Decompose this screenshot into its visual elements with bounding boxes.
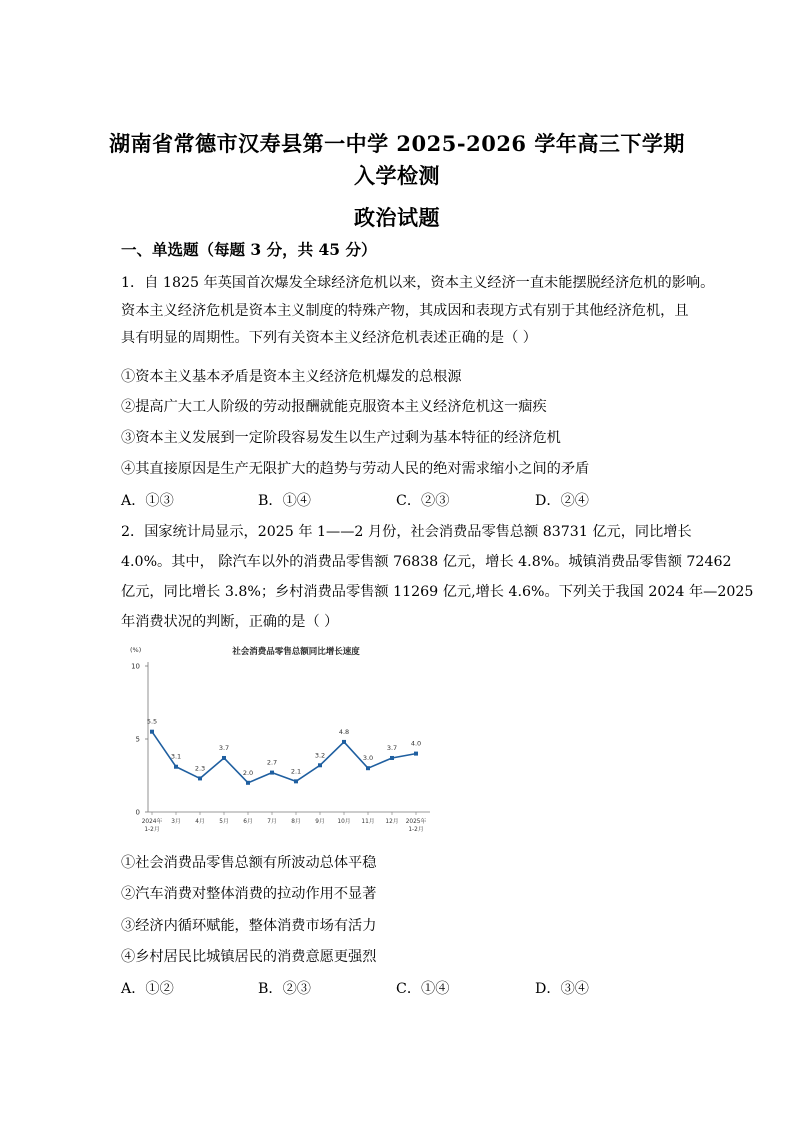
data-value-label: 4.0 [410,739,422,748]
q2-item: ①社会消费品零售总额有所波动总体平稳 [121,855,377,871]
y-tick-label: 0 [135,808,140,817]
x-tick-label: 8月 [291,819,301,825]
data-value-label: 2.7 [266,758,278,767]
x-tick-label: 5月 [219,819,229,825]
chart-title: 社会消费品零售总额同比增长速度 [232,647,360,657]
q1-stem-line: 具有明显的周期性。下列有关资本主义经济危机表述正确的是（ ） [121,330,537,346]
x-tick-label: 2025年 [405,819,427,825]
x-tick-label: 7月 [267,819,277,825]
data-point [366,766,370,770]
y-tick-label: 5 [135,735,140,744]
q2-option-b[interactable]: B．②③ [258,981,311,997]
data-value-label: 3.0 [362,754,374,763]
subject-title: 政治试题 [354,205,440,230]
data-point [246,781,250,785]
x-tick-label: 1-2月 [408,827,424,833]
q2-option-a[interactable]: A．①② [121,981,174,997]
x-tick-label: 12月 [385,819,399,825]
data-point [150,730,154,734]
x-tick-label: 3月 [171,819,181,825]
q1-option-d[interactable]: D．②④ [535,493,589,509]
section-heading: 一、单选题（每题 3 分，共 45 分） [121,240,377,259]
retail-growth-line-chart [118,640,434,840]
q1-stem-line: 资本主义经济危机是资本主义制度的特殊产物，其成因和表现方式有别于其他经济危机，且 [121,303,689,319]
data-value-label: 3.1 [170,752,182,761]
exam-title-line2: 入学检测 [354,163,440,188]
data-value-label: 2.0 [242,768,254,777]
data-value-label: 3.7 [386,743,398,752]
y-tick-label: 10 [131,662,140,671]
q2-item: ④乡村居民比城镇居民的消费意愿更强烈 [121,949,377,965]
data-value-label: 3.2 [314,751,326,760]
y-axis-unit-label: (%) [130,646,142,654]
q1-item: ①资本主义基本矛盾是资本主义经济危机爆发的总根源 [121,369,462,385]
q2-option-c[interactable]: C．①④ [396,981,450,997]
q1-option-a[interactable]: A．①③ [121,493,174,509]
x-tick-label: 4月 [195,819,205,825]
q2-item: ②汽车消费对整体消费的拉动作用不显著 [121,886,377,902]
data-point [318,763,322,767]
exam-title-line1: 湖南省常德市汉寿县第一中学 2025-2026 学年高三下学期 [109,131,685,156]
x-tick-label: 9月 [315,819,325,825]
data-point [270,771,274,775]
data-value-label: 2.3 [194,764,206,773]
x-tick-label: 2024年 [141,819,163,825]
q1-option-c[interactable]: C．②③ [396,493,450,509]
data-point [198,776,202,780]
data-value-label: 4.8 [338,727,350,736]
q2-option-d[interactable]: D．③④ [535,981,589,997]
data-point [222,756,226,760]
q2-stem-line: 年消费状况的判断，正确的是（ ） [121,614,339,630]
q2-item: ③经济内循环赋能，整体消费市场有活力 [121,918,377,934]
x-tick-label: 6月 [243,819,253,825]
data-point [342,740,346,744]
x-tick-label: 1-2月 [144,827,160,833]
q1-item: ④其直接原因是生产无限扩大的趋势与劳动人民的绝对需求缩小之间的矛盾 [121,461,590,477]
q1-option-b[interactable]: B．①④ [258,493,311,509]
q1-stem-line: 1．自 1825 年英国首次爆发全球经济危机以来，资本主义经济一直未能摆脱经济危机的影响。 [121,275,715,291]
q2-stem-line: 4.0%。其中， 除汽车以外的消费品零售额 76838 亿元，增长 4.8%。城镇消费品零售额 72462 [121,554,732,570]
q2-stem-line: 2．国家统计局显示，2025 年 1——2 月份，社会消费品零售总额 83731 亿元，同比增长 [121,524,692,540]
q2-stem-line: 亿元，同比增长 3.8%；乡村消费品零售额 11269 亿元,增长 4.6%。下列关于我国 2024 年—2025 [121,584,754,600]
data-point [390,756,394,760]
series-line [152,732,416,783]
x-tick-label: 10月 [337,819,351,825]
data-point [174,765,178,769]
data-value-label: 2.1 [290,767,302,776]
data-point [294,779,298,783]
data-value-label: 3.7 [218,743,230,752]
q1-item: ②提高广大工人阶级的劳动报酬就能克服资本主义经济危机这一痼疾 [121,399,547,415]
data-point [414,752,418,756]
q1-item: ③资本主义发展到一定阶段容易发生以生产过剩为基本特征的经济危机 [121,430,561,446]
data-value-label: 5.5 [146,717,158,726]
x-tick-label: 11月 [361,819,375,825]
